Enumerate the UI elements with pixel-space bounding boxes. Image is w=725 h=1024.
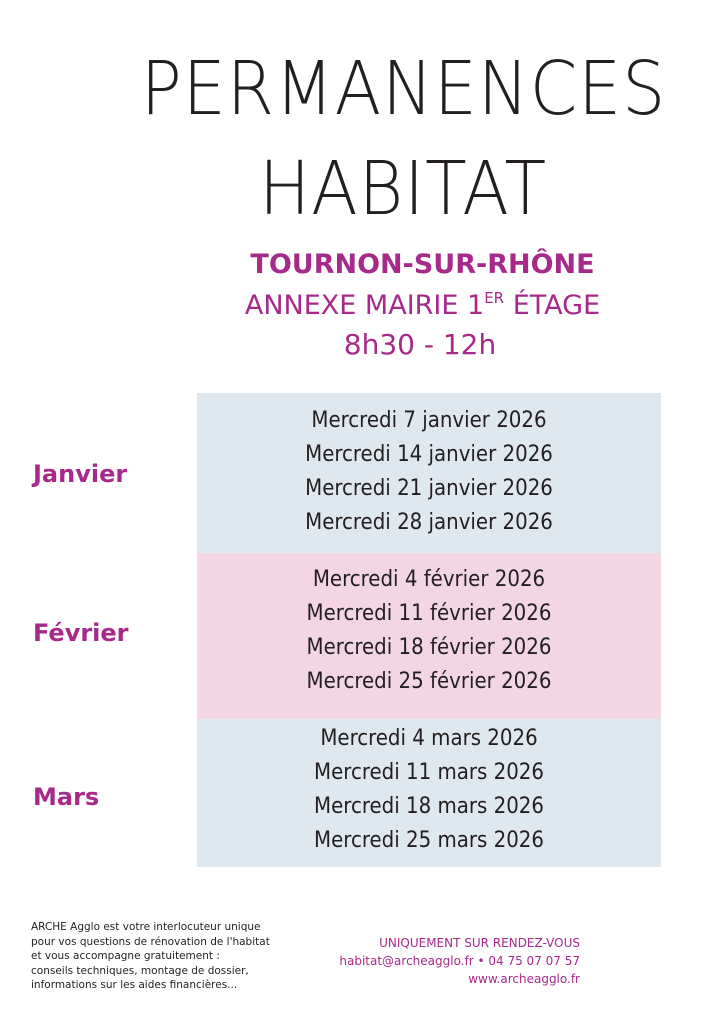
opening-hours: 8h30 - 12h [343, 328, 497, 361]
date-item: Mercredi 21 janvier 2026 [305, 476, 553, 501]
contact-block [300, 934, 580, 988]
venue [200, 289, 645, 321]
appointment-note: UNIQUEMENT SUR RENDEZ-VOUS [379, 936, 580, 950]
date-item: Mercredi 11 mars 2026 [314, 760, 544, 785]
month-label-january: Janvier [33, 460, 128, 488]
january-dates [197, 404, 661, 540]
info-line: pour vos questions de rénovation de l'habitat [31, 935, 270, 948]
city-name: TOURNON-SUR-RHÔNE [250, 249, 595, 280]
date-item: Mercredi 7 janvier 2026 [311, 408, 547, 433]
date-item: Mercredi 25 mars 2026 [314, 828, 544, 853]
date-item: Mercredi 28 janvier 2026 [305, 510, 553, 535]
info-line: conseils techniques, montage de dossier, [31, 964, 249, 977]
page-title-line-1: PERMANENCES [140, 46, 667, 132]
month-label-february: Février [33, 619, 129, 647]
email-phone[interactable]: habitat@archeagglo.fr • 04 75 07 07 57 [339, 954, 580, 968]
date-item: Mercredi 14 janvier 2026 [305, 442, 553, 467]
info-line: informations sur les aides financières... [31, 979, 238, 991]
date-item: Mercredi 4 février 2026 [312, 567, 546, 592]
date-item: Mercredi 18 février 2026 [306, 635, 552, 660]
date-item: Mercredi 18 mars 2026 [314, 794, 544, 819]
date-item: Mercredi 11 février 2026 [306, 601, 552, 626]
venue-end: ÉTAGE [504, 290, 601, 321]
page-title-line-2: HABITAT [258, 146, 548, 232]
month-label-march: Mars [33, 783, 100, 811]
date-item: Mercredi 25 février 2026 [306, 669, 552, 694]
venue-main: ANNEXE MAIRIE 1 [244, 290, 485, 321]
venue-floor-superscript: ER [484, 289, 505, 307]
agency-info [31, 920, 301, 993]
march-dates [197, 722, 661, 858]
website-link[interactable]: www.archeagglo.fr [468, 972, 580, 986]
info-line: et vous accompagne gratuitement : [31, 950, 220, 962]
date-item: Mercredi 4 mars 2026 [320, 726, 538, 751]
february-dates [197, 563, 661, 699]
info-line: ARCHE Agglo est votre interlocuteur unique [31, 921, 261, 933]
